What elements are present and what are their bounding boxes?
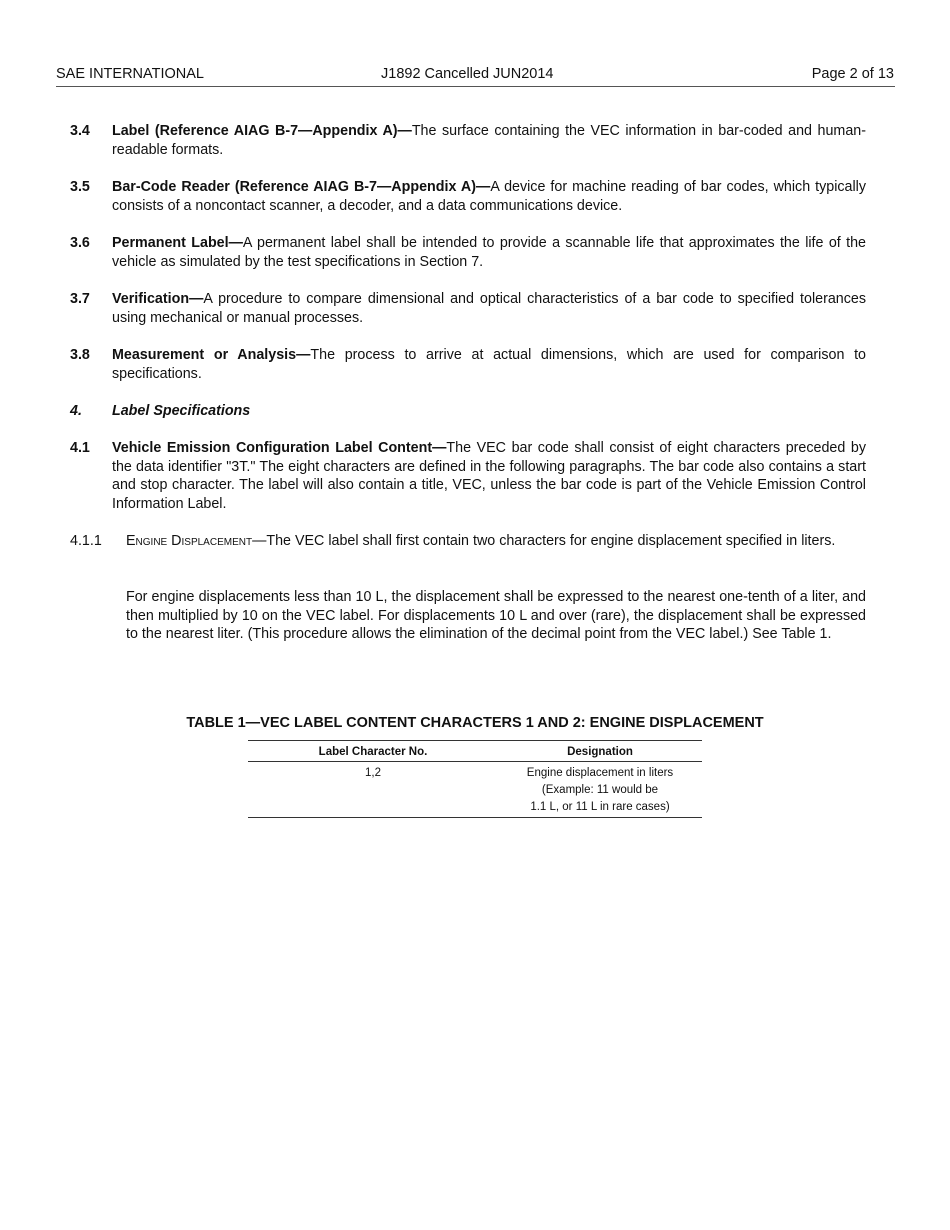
section-text: A device for machine reading of bar codes, which typically consists of a noncontact scanner, a decoder, and a data communications device. xyxy=(112,179,867,214)
page-header xyxy=(56,66,895,87)
section-4-1-1-paragraph: For engine displacements less than 10 L, the displacement shall be expressed to the nearest one-tenth of a liter, and then multiplied by 10 on the VEC label. For displacements 10 L and over (rare), the displacement shall be expressed to the nearest liter. (This procedure allows the elimination of the decimal point from the VEC label.) See Table 1. xyxy=(126,589,866,643)
section-number: 4. xyxy=(70,403,82,419)
section-text: A procedure to compare dimensional and optical characteristics of a bar code to specified tolerances using mechanical or manual processes. xyxy=(112,291,866,326)
section-3-7 xyxy=(70,290,866,327)
designation-line: (Example: 11 would be xyxy=(541,784,659,796)
section-term: Measurement or Analysis— xyxy=(112,347,311,363)
section-3-4 xyxy=(70,122,866,159)
header-organization: SAE INTERNATIONAL xyxy=(56,66,204,82)
section-4-heading xyxy=(70,402,866,421)
cell-label-character: 1,2 xyxy=(365,767,381,779)
column-header-label-character: Label Character No. xyxy=(248,741,498,762)
section-body xyxy=(126,532,866,551)
section-term: Permanent Label— xyxy=(112,235,243,251)
section-number: 3.8 xyxy=(70,347,90,363)
section-text: A permanent label shall be intended to provide a scannable life that approximates the life of the vehicle as simulated by the test specifications in Section 7. xyxy=(112,235,866,270)
section-term: Label (Reference AIAG B-7—Appendix A)— xyxy=(112,123,412,139)
header-page-number: Page 2 of 13 xyxy=(811,66,894,82)
section-number: 3.5 xyxy=(70,179,90,195)
designation-line: 1.1 L, or 11 L in rare cases) xyxy=(530,801,670,813)
section-term: Verification— xyxy=(112,291,204,307)
section-text: The process to arrive at actual dimensions, which are used for comparison to specifications. xyxy=(112,347,867,382)
section-4-1-1 xyxy=(70,532,866,551)
section-text: —The VEC label shall first contain two characters for engine displacement specified in liters. xyxy=(252,533,836,549)
section-body xyxy=(112,439,866,514)
section-3-5 xyxy=(70,178,866,215)
section-body xyxy=(112,346,866,383)
section-term: Engine Displacement xyxy=(126,533,253,549)
section-text: The surface containing the VEC information in bar-coded and human-readable formats. xyxy=(112,123,866,158)
section-term: Vehicle Emission Configuration Label Content— xyxy=(112,440,447,456)
section-title: Label Specifications xyxy=(112,403,251,419)
section-body xyxy=(112,178,866,215)
section-number: 3.4 xyxy=(70,123,90,139)
column-header-designation: Designation xyxy=(498,741,702,762)
section-body xyxy=(112,122,866,159)
table-row xyxy=(248,762,702,818)
section-term: Bar-Code Reader (Reference AIAG B-7—Appendix A)— xyxy=(112,179,491,195)
cell-designation xyxy=(498,762,702,818)
section-body xyxy=(112,290,866,327)
section-3-8 xyxy=(70,346,866,383)
section-3-6 xyxy=(70,234,866,271)
table-1 xyxy=(248,740,702,818)
table-1-title: TABLE 1—VEC LABEL CONTENT CHARACTERS 1 AND 2: ENGINE DISPLACEMENT xyxy=(186,715,764,731)
designation-line: Engine displacement in liters xyxy=(526,767,674,779)
header-document-id: J1892 Cancelled JUN2014 xyxy=(381,66,554,82)
section-number: 4.1.1 xyxy=(70,533,102,549)
table-header-row xyxy=(248,741,702,762)
section-body xyxy=(112,234,866,271)
section-number: 3.6 xyxy=(70,235,90,251)
section-number: 3.7 xyxy=(70,291,90,307)
section-4-1 xyxy=(70,439,866,514)
section-text: The VEC bar code shall consist of eight characters preceded by the data identifier "3T." The eight characters are defined in the following paragraphs. The bar code also contains a start and stop character. The label will also contain a title, VEC, unless the bar code is part of the Vehicle Emission Control Information Label. xyxy=(112,440,866,513)
section-number: 4.1 xyxy=(70,440,90,456)
